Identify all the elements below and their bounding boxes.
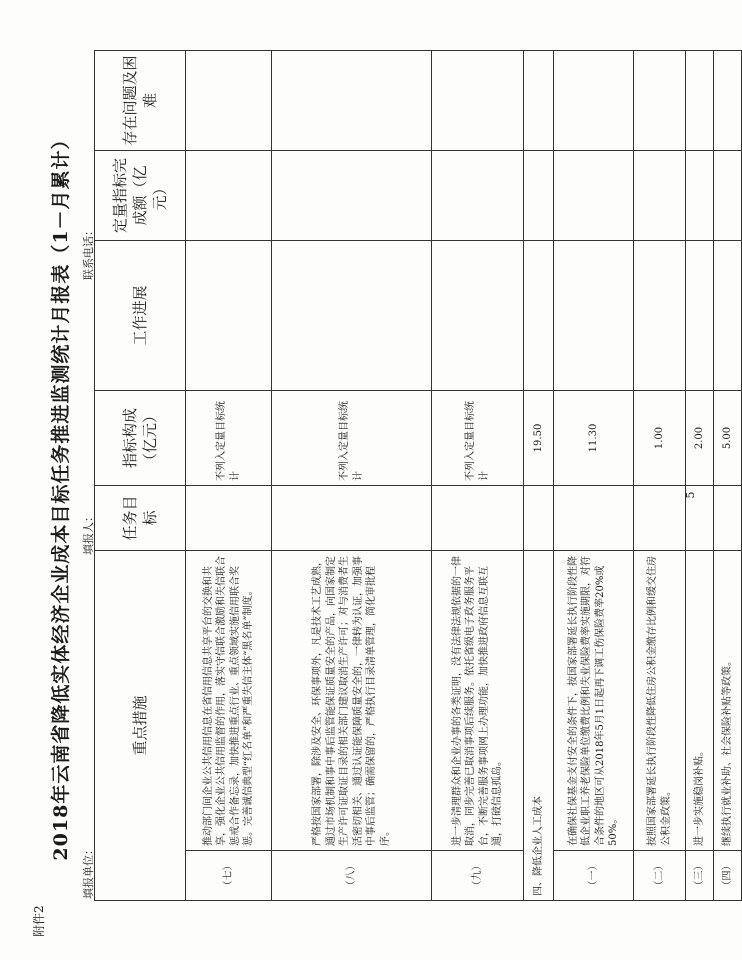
row-measure: 严格按国家部署，除涉及安全、环保事项外，凡是技术工艺成熟，通过市场机制和事中事后监管能保证质量安全的产品，向国家制定生产许可证取证目录的相关部门建议取消生产许可；对与消费者生活密切相关、通过认证能保障质量安全的，一律转为认证，加强事中事后监管；确需保留的，严格执行目录清单管理，简化审批程序。 bbox=[272, 550, 432, 850]
row-done bbox=[634, 150, 686, 240]
rotated-report bbox=[16, 45, 733, 945]
section-target bbox=[524, 485, 554, 550]
phone-label: 联系电话： bbox=[82, 225, 95, 280]
header-progress: 工作进展 bbox=[95, 240, 186, 390]
report-table bbox=[94, 50, 742, 901]
row-target bbox=[714, 485, 742, 550]
table-row bbox=[272, 50, 432, 900]
row-measure: 在确保社保基金支付安全的条件下，按国家部署延长执行阶段性降低企业职工养老保险单位缴费比例和失业保险费率实施期限，对符合条件的地区可从2018年5月1日起再下调工伤保险费率20%或50%。 bbox=[554, 550, 634, 850]
section-progress bbox=[524, 240, 554, 390]
row-value: 1.00 bbox=[634, 390, 686, 485]
row-index: （七） bbox=[186, 851, 272, 901]
row-issues bbox=[714, 50, 742, 150]
header-row bbox=[95, 50, 186, 900]
row-measure: 推动部门间企业公共信用信息在省信用信息共享平台的交换和共享，强化企业公共信用监督的作用，落实守信联合激励和失信联合惩戒合作备忘录，加快推进重点行业、重点领域实施信用联合奖惩。完善诚信典型“红名单”和严重失信主体“黑名单”制度。 bbox=[186, 550, 272, 850]
row-index: （三） bbox=[686, 851, 714, 901]
row-index: （二） bbox=[634, 851, 686, 901]
section-label: 四、降低企业人工成本 bbox=[524, 550, 554, 900]
header-measure: 重点措施 bbox=[95, 550, 186, 900]
row-target bbox=[554, 485, 634, 550]
row-measure: 进一步清理群众和企业办事的各类证明，没有法律法规依据的一律取消，同步完善已取消事项后续服务。依托省级电子政务服务平台，不断完善服务事项网上办理功能，加快推进政府信息互联互通，打破信息孤岛。 bbox=[432, 550, 524, 850]
row-index: （一） bbox=[554, 851, 634, 901]
row-progress bbox=[272, 240, 432, 390]
row-target bbox=[634, 485, 686, 550]
table-row bbox=[634, 50, 686, 900]
section-row bbox=[524, 50, 554, 900]
row-done bbox=[432, 150, 524, 240]
section-issues bbox=[524, 50, 554, 150]
section-value: 19.50 bbox=[524, 390, 554, 485]
row-index: （九） bbox=[432, 851, 524, 901]
row-index: （八） bbox=[272, 851, 432, 901]
row-progress bbox=[714, 240, 742, 390]
row-progress bbox=[554, 240, 634, 390]
row-target bbox=[186, 485, 272, 550]
row-progress bbox=[432, 240, 524, 390]
row-indicator: 不列入定量目标统计 bbox=[186, 390, 272, 485]
header-done: 定量指标完成额（亿元） bbox=[95, 150, 186, 240]
row-value: 5.00 bbox=[714, 390, 742, 485]
table-row bbox=[432, 50, 524, 900]
annex-label: 附件2 bbox=[32, 905, 46, 937]
row-issues bbox=[272, 50, 432, 150]
row-value: 11.30 bbox=[554, 390, 634, 485]
row-index: （四） bbox=[714, 851, 742, 901]
header-target: 任务目标 bbox=[95, 485, 186, 550]
row-done bbox=[186, 150, 272, 240]
fill-unit-label: 填报单位： bbox=[82, 844, 95, 899]
row-progress bbox=[186, 240, 272, 390]
row-target bbox=[432, 485, 524, 550]
row-measure: 进一步实施稳岗补贴。 bbox=[686, 550, 714, 850]
row-issues bbox=[432, 50, 524, 150]
header-issues: 存在问题及困难 bbox=[95, 50, 186, 150]
row-progress bbox=[634, 240, 686, 390]
table-row bbox=[554, 50, 634, 900]
row-done bbox=[714, 150, 742, 240]
row-done bbox=[272, 150, 432, 240]
row-done bbox=[554, 150, 634, 240]
section-done bbox=[524, 150, 554, 240]
row-issues bbox=[186, 50, 272, 150]
filler-label: 填报人： bbox=[82, 511, 95, 555]
row-measure: 继续执行就业补助、社会保险补贴等政策。 bbox=[714, 550, 742, 850]
row-issues bbox=[554, 50, 634, 150]
header-indicator: 指标构成（亿元） bbox=[95, 390, 186, 485]
row-indicator: 不列入定量目标统计 bbox=[272, 390, 432, 485]
page-number: 5 bbox=[684, 491, 697, 499]
report-title: 2018年云南省降低实体经济企业成本目标任务推进监测统计月报表（1－月累计） bbox=[50, 129, 72, 861]
row-indicator: 不列入定量目标统计 bbox=[432, 390, 524, 485]
row-issues bbox=[634, 50, 686, 150]
row-measure: 按照国家部署延长执行阶段性降低住房公积金缴存比例和缓交住房公积金政策。 bbox=[634, 550, 686, 850]
table-row bbox=[186, 50, 272, 900]
table-row bbox=[714, 50, 742, 900]
row-target bbox=[272, 485, 432, 550]
row-value: 2.00 bbox=[686, 390, 714, 485]
